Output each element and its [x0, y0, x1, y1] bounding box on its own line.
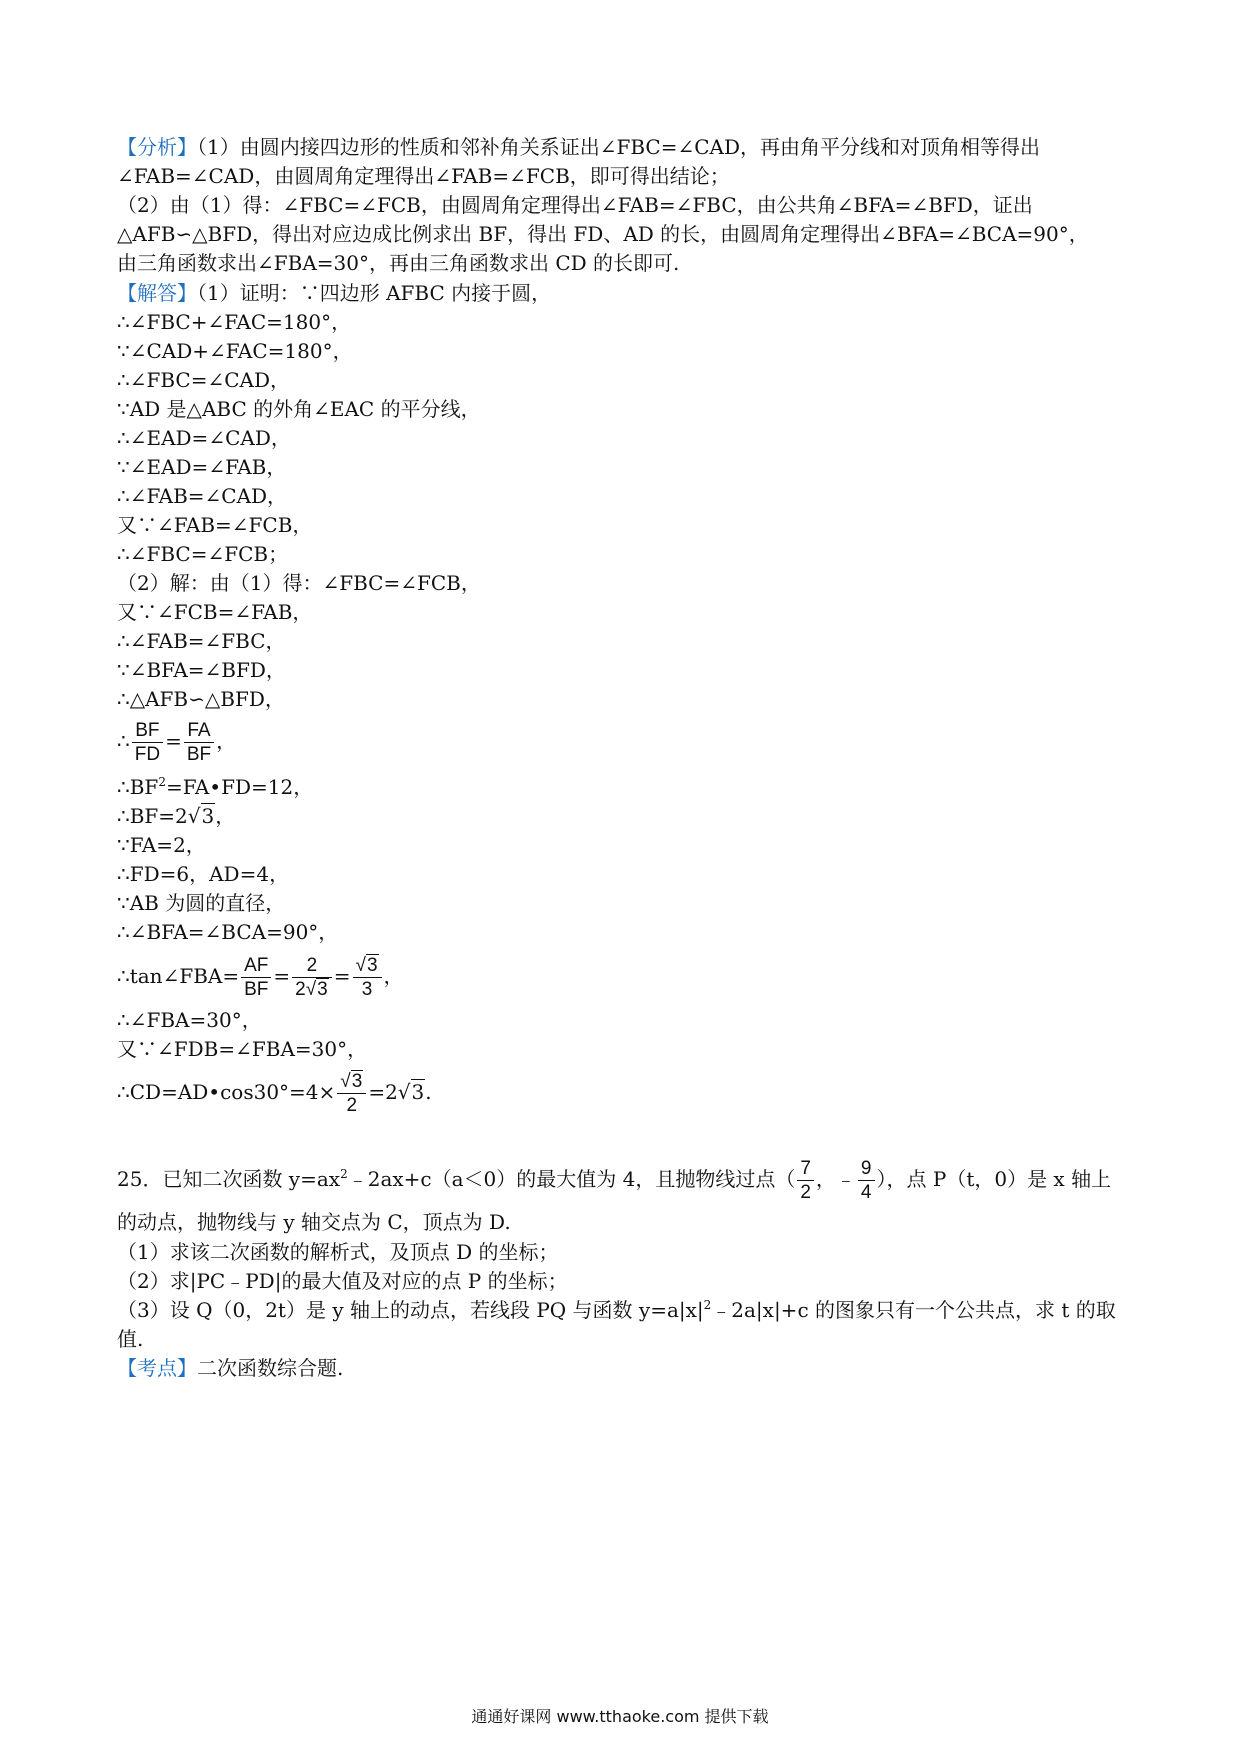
solution-line-21: ∵AB 为圆的直径， — [117, 891, 286, 915]
bf-value-suffix: ， — [215, 804, 236, 828]
fraction-numerator: 2 — [292, 956, 332, 978]
sqrt-symbol: √3 — [340, 1071, 363, 1092]
solution-line-2: ∴∠FBC+∠FAC=180°， — [117, 310, 352, 334]
problem25-q3-cont: 值. — [117, 1327, 144, 1351]
coefficient: 2 — [295, 979, 306, 1000]
analysis-line-4: △AFB∽△BFD，得出对应边成比例求出 BF，得出 FD、AD 的长，由圆周角定理得出∠BFA=∠BCA=90°， — [117, 222, 1089, 246]
radicand: 3 — [411, 1080, 425, 1104]
fraction-denominator: BF — [244, 979, 269, 1000]
fraction-numerator: AF — [241, 956, 271, 978]
solution-line-17 — [117, 773, 313, 801]
fraction-9-over-4 — [858, 1159, 875, 1202]
cd-suffix: . — [425, 1080, 432, 1104]
problem25-q1: （1）求该二次函数的解析式，及顶点 D 的坐标； — [117, 1240, 559, 1264]
solution-line-11: （2）解：由（1）得：∠FBC=∠FCB， — [117, 571, 481, 595]
solution-line-1 — [117, 279, 551, 307]
sqrt-symbol: √3 — [355, 955, 378, 976]
solution-line-3: ∵∠CAD+∠FAC=180°， — [117, 339, 353, 363]
fraction-fa-bf — [184, 721, 214, 764]
fraction-denominator: FD — [134, 744, 161, 765]
page-footer: 通通好课网 www.tthaoke.com 提供下载 — [471, 1707, 769, 1726]
bf-value-text: ∴BF=2 — [117, 804, 188, 828]
fraction-denominator: 3 — [361, 979, 373, 1000]
solution-line-24: ∴∠FBA=30°， — [117, 1008, 262, 1032]
solution-tag: 【解答】 — [117, 281, 197, 305]
analysis-line-5: 由三角函数求出∠FBA=30°，再由三角函数求出 CD 的长即可. — [117, 251, 680, 275]
sqrt-symbol: √3 — [305, 979, 328, 1000]
problem25-q2: （2）求|PC﹣PD|的最大值及对应的点 P 的坐标； — [117, 1269, 568, 1293]
solution-line-13: ∴∠FAB=∠FBC， — [117, 629, 286, 653]
fraction-7-over-2 — [797, 1159, 814, 1202]
ratio-prefix: ∴ — [117, 729, 130, 753]
q3-text-a: （3）设 Q（0，2t）是 y 轴上的动点，若线段 PQ 与函数 y=a|x| — [117, 1298, 704, 1322]
bf-squared-value: =FA•FD=12， — [165, 775, 314, 799]
fraction-denominator — [292, 978, 332, 999]
problem25-line-1 — [117, 1152, 1111, 1206]
solution-tan-line — [117, 950, 404, 1002]
radicand: 3 — [366, 955, 378, 976]
solution-line-19: ∵FA=2， — [117, 833, 206, 857]
solution-cd-line — [117, 1066, 432, 1118]
radicand: 3 — [351, 1071, 363, 1092]
radicand: 3 — [317, 979, 328, 1000]
bf-squared-text: ∴BF — [117, 775, 159, 799]
exponent: 2 — [340, 1167, 348, 1181]
exponent: 2 — [703, 1298, 712, 1312]
solution-line-9: 又∵∠FAB=∠FCB， — [117, 513, 313, 537]
solution-line-12: 又∵∠FCB=∠FAB， — [117, 600, 313, 624]
analysis-line-1 — [117, 133, 1040, 161]
fraction-numerator — [353, 956, 382, 978]
kaodian-tag: 【考点】 — [117, 1356, 197, 1380]
cd-prefix: ∴CD=AD•cos30°=4× — [117, 1080, 336, 1104]
radicand: 3 — [201, 804, 215, 828]
fraction-numerator: FA — [184, 721, 214, 743]
analysis-text-1: （1）由圆内接四边形的性质和邻补角关系证出∠FBC=∠CAD，再由角平分线和对顶角相等得出 — [197, 135, 1041, 159]
fraction-2-over-2sqrt3 — [292, 956, 332, 999]
solution-line-14: ∵∠BFA=∠BFD， — [117, 658, 286, 682]
solution-line-6: ∴∠EAD=∠CAD， — [117, 426, 291, 450]
fraction-denominator: 2 — [800, 1182, 811, 1203]
solution-line-7: ∵∠EAD=∠FAB， — [117, 455, 287, 479]
cd-result: =2 — [368, 1080, 398, 1104]
problem25-text-mid: ，﹣ — [815, 1167, 856, 1191]
fraction-numerator: 7 — [797, 1159, 814, 1181]
solution-line-20: ∴FD=6，AD=4， — [117, 862, 290, 886]
equals-sign: = — [165, 729, 182, 753]
solution-line-15: ∴△AFB∽△BFD， — [117, 687, 285, 711]
problem25-line-2: 的动点，抛物线与 y 轴交点为 C，顶点为 D. — [117, 1210, 511, 1234]
tan-suffix: ， — [383, 964, 404, 988]
sqrt-symbol: √3 — [187, 804, 215, 828]
analysis-tag: 【分析】 — [117, 135, 197, 159]
fraction-denominator: BF — [186, 744, 212, 765]
fraction-sqrt3-over-3 — [353, 956, 382, 999]
equals-sign: = — [273, 964, 291, 988]
fraction-numerator — [337, 1072, 366, 1094]
problem25-text-b: ﹣2ax+c（a＜0）的最大值为 4，且抛物线过点（ — [347, 1167, 796, 1191]
fraction-numerator: BF — [132, 721, 163, 743]
equals-sign: = — [333, 964, 351, 988]
solution-line-18 — [117, 802, 235, 830]
fraction-sqrt3-over-2 — [337, 1072, 366, 1115]
problem25-kaodian — [117, 1354, 343, 1382]
exponent: 2 — [158, 775, 166, 789]
fraction-bf-fd — [132, 721, 163, 764]
fraction-denominator: 4 — [860, 1182, 872, 1203]
solution-line-5: ∵AD 是△ABC 的外角∠EAC 的平分线， — [117, 397, 481, 421]
ratio-suffix: ， — [216, 729, 237, 753]
solution-line-4: ∴∠FBC=∠CAD， — [117, 368, 291, 392]
problem25-text-c: ），点 P（t，0）是 x 轴上 — [876, 1167, 1112, 1191]
fraction-numerator: 9 — [858, 1159, 875, 1181]
problem25-q3 — [117, 1296, 1116, 1324]
solution-line-8: ∴∠FAB=∠CAD， — [117, 484, 288, 508]
q3-text-b: ﹣2a|x|+c 的图象只有一个公共点，求 t 的取 — [711, 1298, 1116, 1322]
fraction-denominator: 2 — [346, 1095, 358, 1116]
solution-line-22: ∴∠BFA=∠BCA=90°， — [117, 920, 339, 944]
sqrt-symbol: √3 — [397, 1080, 425, 1104]
kaodian-text: 二次函数综合题. — [197, 1356, 344, 1380]
analysis-line-3: （2）由（1）得：∠FBC=∠FCB，由圆周角定理得出∠FAB=∠FBC，由公共角∠BFA=∠BFD，证出 — [117, 193, 1033, 217]
analysis-line-2: ∠FAB=∠CAD，由圆周角定理得出∠FAB=∠FCB，即可得出结论； — [117, 164, 730, 188]
problem25-text-a: 25．已知二次函数 y=ax — [117, 1167, 341, 1191]
tan-prefix: ∴tan∠FBA= — [117, 964, 240, 988]
solution-line-25: 又∵∠FDB=∠FBA=30°， — [117, 1037, 368, 1061]
fraction-af-bf — [241, 956, 271, 999]
solution-text-1: （1）证明：∵四边形 AFBC 内接于圆， — [197, 281, 552, 305]
solution-line-10: ∴∠FBC=∠FCB； — [117, 542, 289, 566]
solution-ratio-line — [117, 716, 236, 766]
